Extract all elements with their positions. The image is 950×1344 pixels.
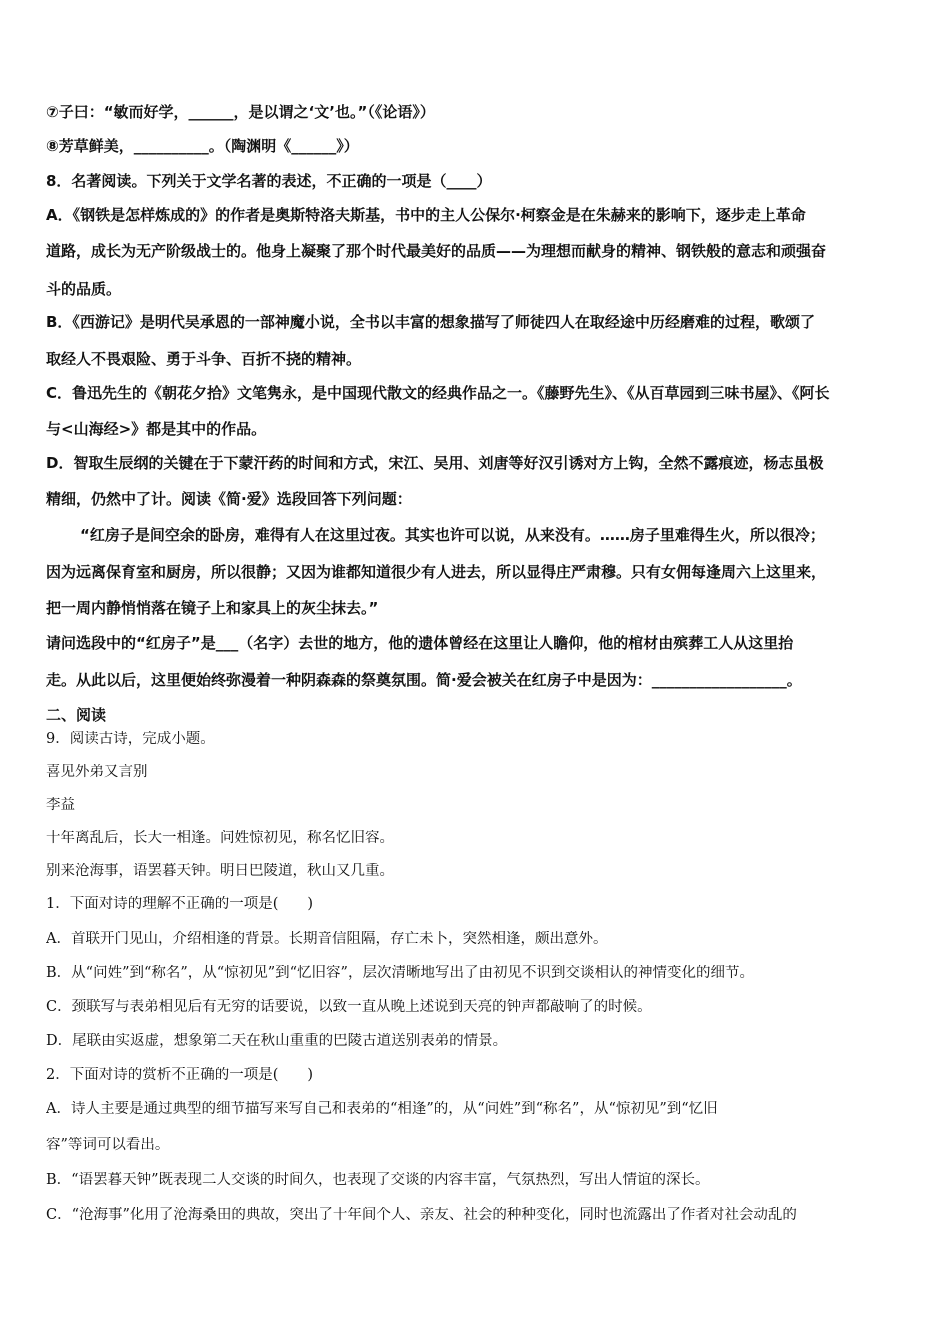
poem-line-1: 十年离乱后，长大一相逢。问姓惊初见，称名忆旧容。 [46,830,394,846]
sub-question-2-option-a-cont: 容”等词可以看出。 [46,1137,170,1153]
sub-question-1-stem: 1．下面对诗的理解不正确的一项是( ) [46,896,314,912]
jane-eyre-excerpt: “红房子是间空余的卧房，难得有人在这里过夜。其实也许可以说，从来没有。……房子里难得生火，所以很冷； [80,526,825,544]
question-8-option-c: C．鲁迅先生的《朝花夕拾》文笔隽永，是中国现代散文的经典作品之一。《藤野先生》、《从百草园到三味书屋》、《阿长 [46,384,830,402]
jane-eyre-question-cont: 走。从此以后，这里便始终弥漫着一种阴森森的祭奠氛围。简·爱会被关在红房子中是因为：__________________。 [46,671,802,689]
poem-author: 李益 [46,797,75,813]
sub-question-2-option-a: A．诗人主要是通过典型的细节描写来写自己和表弟的“相逢”的，从“问姓”到“称名”，从“惊初见”到“忆旧 [46,1101,718,1117]
sub-question-2-stem: 2．下面对诗的赏析不正确的一项是( ) [46,1067,314,1083]
question-8-option-d-cont: 精细，仍然中了计。阅读《简·爱》选段回答下列问题： [46,490,412,508]
question-8-option-d: D．智取生辰纲的关键在于下蒙汗药的时间和方式，宋江、吴用、刘唐等好汉引诱对方上钩，全然不露痕迹，杨志虽极 [46,454,824,472]
section-heading-reading: 二、阅读 [46,706,107,724]
sub-question-2-option-b: B．“语罢暮天钟”既表现二人交谈的时间久，也表现了交谈的内容丰富，气氛热烈，写出人情谊的深长。 [46,1172,710,1188]
question-8-option-b-cont: 取经人不畏艰险、勇于斗争、百折不挠的精神。 [46,350,362,368]
sub-question-1-option-a: A．首联开门见山，介绍相逢的背景。长期音信阻隔，存亡未卜，突然相逢，颇出意外。 [46,931,608,947]
sub-question-2-option-c: C．“沧海事”化用了沧海桑田的典故，突出了十年间个人、亲友、社会的种种变化，同时也流露出了作者对社会动乱的 [46,1207,797,1223]
question-8-option-c-cont: 与<山海经>》都是其中的作品。 [46,420,267,438]
question-8-stem: 8．名著阅读。下列关于文学名著的表述，不正确的一项是（____） [46,172,492,190]
question-8-option-a: A．《钢铁是怎样炼成的》的作者是奥斯特洛夫斯基，书中的主人公保尔·柯察金是在朱赫来的影响下，逐步走上革命 [46,206,806,224]
poem-title: 喜见外弟又言别 [46,764,148,780]
question-8-option-a-cont: 斗的品质。 [46,280,122,298]
jane-eyre-question: 请问选段中的“红房子”是___（名字）去世的地方，他的遗体曾经在这里让人瞻仰，他的棺材由殡葬工人从这里抬 [46,634,794,652]
fill-blank-item-7: ⑦子曰：“敏而好学，______，是以谓之‘文’也。”（《论语》） [46,103,435,121]
fill-blank-item-8: ⑧芳草鲜美，__________。（陶渊明《______》） [46,137,359,155]
question-8-option-b: B．《西游记》是明代吴承恩的一部神魔小说，全书以丰富的想象描写了师徒四人在取经途中历经磨难的过程，歌颂了 [46,313,815,331]
question-9-stem: 9．阅读古诗，完成小题。 [46,731,215,747]
jane-eyre-excerpt-cont: 把一周内静悄悄落在镜子上和家具上的灰尘抹去。” [46,599,379,617]
sub-question-1-option-b: B．从“问姓”到“称名”，从“惊初见”到“忆旧容”，层次清晰地写出了由初见不识到交谈相认的神情变化的细节。 [46,965,754,981]
sub-question-1-option-d: D．尾联由实返虚，想象第二天在秋山重重的巴陵古道送别表弟的情景。 [46,1033,508,1049]
poem-line-2: 别来沧海事，语罢暮天钟。明日巴陵道，秋山又几重。 [46,863,394,879]
jane-eyre-excerpt-cont: 因为远离保育室和厨房，所以很静；又因为谁都知道很少有人进去，所以显得庄严肃穆。只有女佣每逢周六上这里来， [46,563,827,581]
sub-question-1-option-c: C．颈联写与表弟相见后有无穷的话要说，以致一直从晚上述说到天亮的钟声都敲响了的时候。 [46,999,652,1015]
question-8-option-a-cont: 道路，成长为无产阶级战士的。他身上凝聚了那个时代最美好的品质——为理想而献身的精神、钢铁般的意志和顽强奋 [46,242,827,260]
